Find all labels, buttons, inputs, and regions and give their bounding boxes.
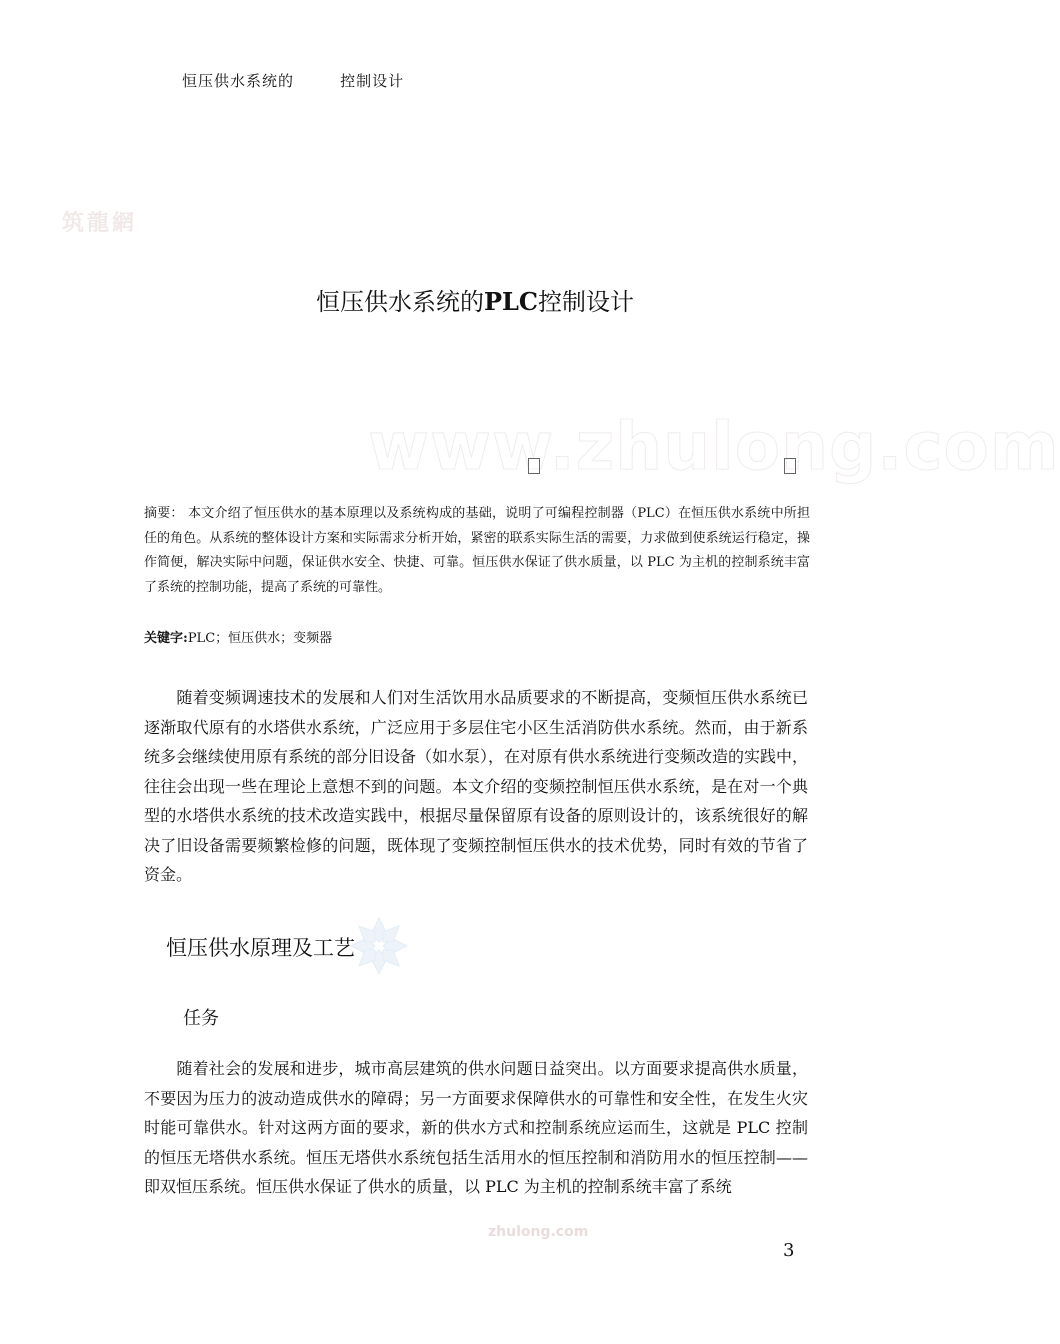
title-pre: 恒压供水系统的 [315, 288, 484, 316]
watermark-brand: 筑龍網 [62, 211, 138, 236]
watermark-logo-icon [347, 914, 411, 978]
keywords-label: 关键字: [144, 631, 188, 646]
keywords [144, 627, 332, 646]
document-title [0, 282, 950, 317]
section-heading: 恒压供水原理及工艺 [166, 936, 355, 960]
subsection-heading: 任务 [183, 1008, 219, 1029]
abstract-label: 摘要： [144, 506, 184, 521]
intro-text: 随着变频调速技术的发展和人们对生活饮用水品质要求的不断提高，变频恒压供水系统已逐渐取代原有的水塔供水系统，广泛应用于多层住宅小区生活消防供水系统。然而，由于新系统多会继续使用原有系统的部分旧设备（如水泵），在对原有供水系统进行变频改造的实践中，往往会出现一些在理论上意想不到的问题。本文介绍的变频控制恒压供水系统，是在对一个典型的水塔供水系统的技术改造实践中，根据尽量保留原有设备的原则设计的，该系统很好的解决了旧设备需要频繁检修的问题，既体现了变频控制恒压供水的技术优势，同时有效的节省了资金。 [144, 688, 809, 884]
abstract-text: 本文介绍了恒压供水的基本原理以及系统构成的基础，说明了可编程控制器（PLC）在恒压供水系统中所担任的角色。从系统的整体设计方案和实际需求分析开始，紧密的联系实际生活的需要，力求做到使系统运行稳定，操作简便，解决实际中问题，保证供水安全、快捷、可靠。恒压供水保证了供水质量，以 PLC 为主机的控制系统丰富了系统的控制功能，提高了系统的可靠性。 [144, 506, 811, 595]
abstract [144, 502, 810, 600]
running-header: 恒压供水系统的 控制设计 [182, 72, 405, 90]
watermark-url: www.zhulong.com [368, 408, 1060, 485]
body-paragraph [144, 1054, 808, 1202]
title-post: 控制设计 [538, 288, 635, 316]
watermark-bottom: zhulong.com [488, 1224, 589, 1240]
page-number: 3 [783, 1240, 795, 1261]
intro-paragraph [144, 683, 808, 890]
keywords-text: PLC；恒压供水；变频器 [187, 631, 333, 646]
placeholder-box-left [528, 458, 540, 474]
body-text: 随着社会的发展和进步，城市高层建筑的供水问题日益突出。以方面要求提高供水质量，不要因为压力的波动造成供水的障碍；另一方面要求保障供水的可靠性和安全性，在发生火灾时能可靠供水。针对这两方面的要求，新的供水方式和控制系统应运而生，这就是 PLC 控制的恒压无塔供水系统。恒压无塔供水系统包括生活用水的恒压控制和消防用水的恒压控制——即双恒压系统。恒压供水保证了供水的质量，以 PLC 为主机的控制系统丰富了系统 [144, 1059, 808, 1196]
title-plc: PLC [483, 287, 539, 316]
placeholder-box-right [784, 458, 796, 474]
